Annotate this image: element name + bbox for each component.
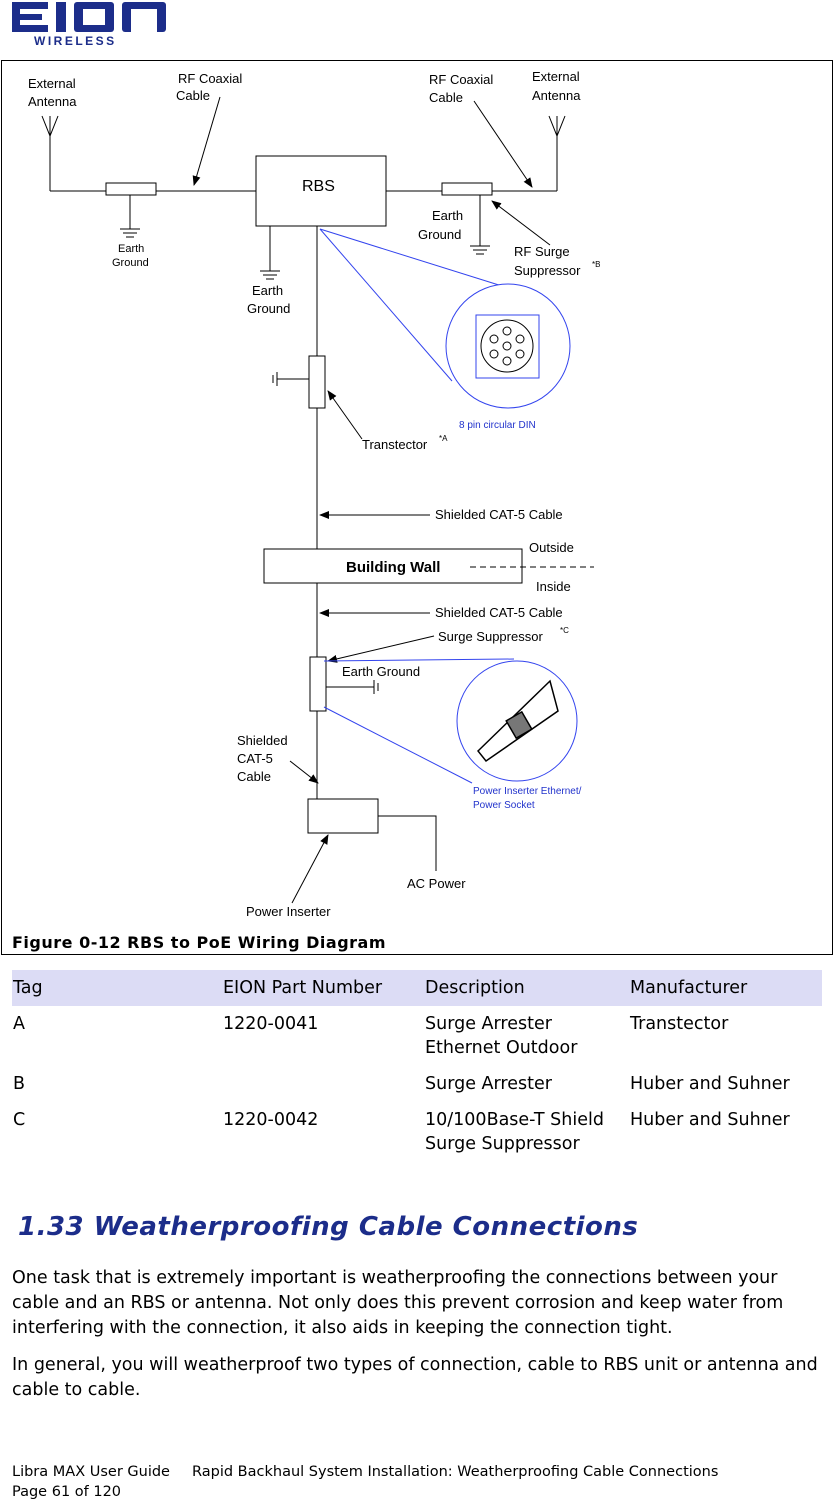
label-rbs: RBS — [302, 178, 335, 195]
cell-description: Surge Arrester Ethernet Outdoor — [425, 1014, 578, 1058]
label-earth-ground-small-1: Earth — [118, 243, 145, 255]
label-rf-coax-right-2: Cable — [429, 90, 463, 105]
parts-table — [12, 970, 822, 1162]
table-header-row — [12, 970, 822, 1006]
label-inside: Inside — [536, 579, 571, 594]
label-rf-surge-1: RF Surge — [514, 244, 570, 259]
cell-description: Surge Arrester — [425, 1074, 552, 1094]
label-cat5-upper: Shielded CAT-5 Cable — [435, 507, 563, 522]
label-building-wall: Building Wall — [346, 559, 441, 576]
label-ac-power: AC Power — [407, 876, 466, 891]
label-surge-tag: *C — [560, 626, 569, 635]
label-earth-ground-right-2: Ground — [418, 227, 462, 242]
label-power-inserter: Power Inserter — [246, 904, 331, 919]
cell-part — [222, 1066, 424, 1102]
label-ext-antenna-left-1: External — [28, 76, 76, 91]
label-rf-coax-right-1: RF Coaxial — [429, 72, 494, 87]
label-rf-surge-tag: *B — [592, 260, 601, 269]
label-poe-socket-1: Power Inserter Ethernet/ — [473, 786, 582, 797]
label-cat5-lower: Shielded CAT-5 Cable — [435, 605, 563, 620]
label-rf-coax-left-2: Cable — [176, 88, 210, 103]
header-part-number: EION Part Number — [222, 970, 424, 1006]
paragraph-1: One task that is extremely important is weatherproofing the connections between your cable and an RBS or antenna. Not only does this prevent corrosion and keep water from interfering with the connection, it also aids in keeping the connection tight. — [12, 1268, 784, 1338]
cell-tag: B — [13, 1074, 26, 1094]
label-shielded-cat5-3: Cable — [237, 769, 271, 784]
label-rf-coax-left-1: RF Coaxial — [178, 71, 243, 86]
header-manufacturer: Manufacturer — [629, 970, 822, 1006]
table-row — [12, 1066, 822, 1102]
label-earth-ground-rbs-1: Earth — [252, 283, 284, 298]
paragraph-2: In general, you will weatherproof two types of connection, cable to RBS unit or antenna and cable to cable. — [12, 1355, 818, 1400]
footer-page-number: Page 61 of 120 — [12, 1484, 122, 1500]
label-earth-ground-rbs-2: Ground — [247, 301, 291, 316]
label-surge-suppressor: Surge Suppressor — [438, 629, 543, 644]
cell-manufacturer: Huber and Suhner — [630, 1110, 790, 1130]
cell-tag: A — [13, 1014, 25, 1034]
label-poe-socket-2: Power Socket — [473, 800, 535, 811]
label-earth-ground-right-1: Earth — [432, 208, 464, 223]
cell-manufacturer: Huber and Suhner — [630, 1074, 790, 1094]
cell-part: 1220-0042 — [223, 1110, 319, 1130]
label-earth-ground-small-2: Ground — [112, 257, 149, 269]
label-outside: Outside — [529, 540, 574, 555]
label-shielded-cat5-1: Shielded — [237, 733, 288, 748]
table-row — [12, 1102, 822, 1162]
logo-wireless-text: WIRELESS — [34, 34, 117, 48]
label-ext-antenna-left-2: Antenna — [28, 94, 77, 109]
figure-frame — [1, 60, 833, 955]
label-ext-antenna-right-2: Antenna — [532, 88, 581, 103]
footer-section: Rapid Backhaul System Installation: Weatherproofing Cable Connections — [191, 1464, 719, 1480]
page-footer — [12, 1462, 827, 1502]
cell-part: 1220-0041 — [223, 1014, 319, 1034]
header-description: Description — [424, 970, 629, 1006]
label-shielded-cat5-2: CAT-5 — [237, 751, 273, 766]
cell-tag: C — [13, 1110, 26, 1130]
wiring-diagram — [2, 61, 834, 956]
section-heading: 1.33 Weatherproofing Cable Connections — [18, 1212, 639, 1242]
table-row — [12, 1006, 822, 1066]
label-earth-ground-lower: Earth Ground — [342, 664, 421, 679]
label-rf-surge-2: Suppressor — [514, 263, 581, 278]
label-din: 8 pin circular DIN — [459, 420, 536, 431]
label-ext-antenna-right-1: External — [532, 69, 580, 84]
cell-description: 10/100Base-T Shield Surge Suppressor — [425, 1110, 604, 1154]
label-transtector: Transtector — [362, 437, 428, 452]
header-tag: Tag — [12, 970, 222, 1006]
figure-caption: Figure 0-12 RBS to PoE Wiring Diagram — [12, 933, 387, 952]
cell-manufacturer: Transtector — [630, 1014, 729, 1034]
label-transtector-tag: *A — [439, 434, 448, 443]
footer-guide-title: Libra MAX User Guide — [12, 1464, 170, 1480]
eion-wireless-logo — [12, 2, 172, 48]
